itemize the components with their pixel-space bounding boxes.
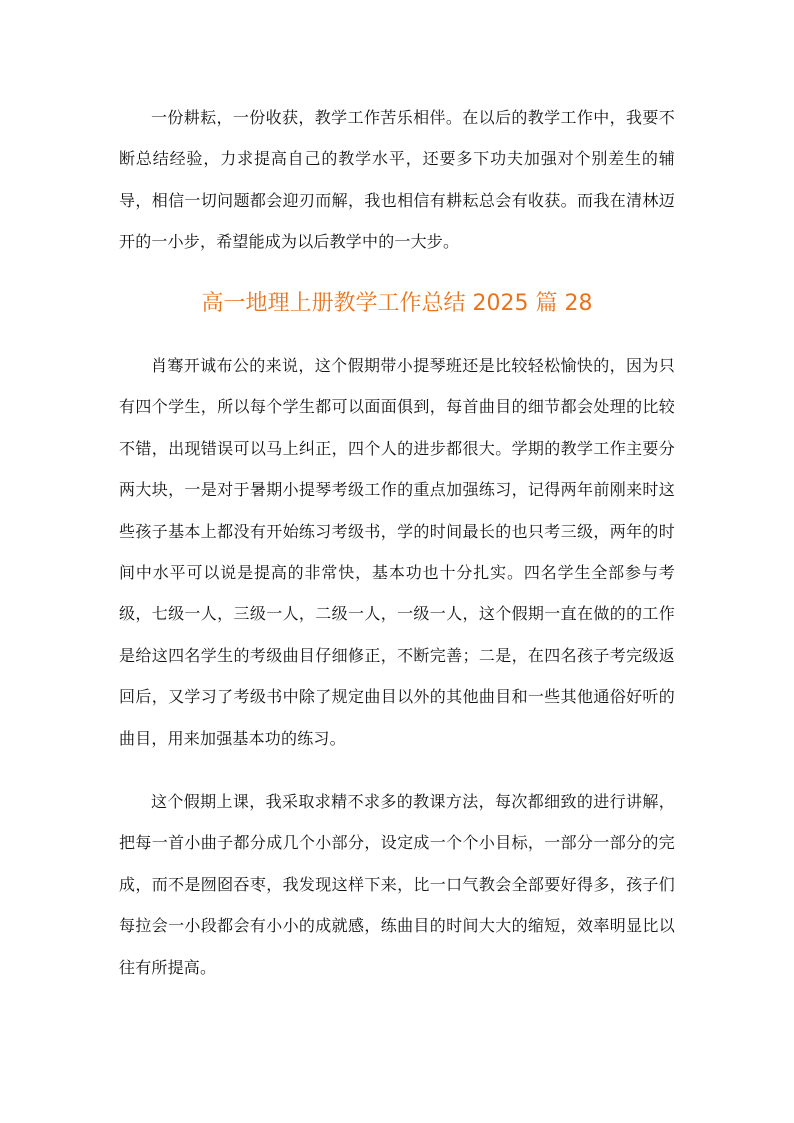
section-heading: 高一地理上册教学工作总结 2025 篇 28 (201, 291, 593, 316)
body-paragraph: 肖骞开诚布公的来说，这个假期带小提琴班还是比较轻松愉快的，因为只有四个学生，所以每个学生都可以面面俱到，每首曲目的细节都会处理的比较不错，出现错误可以马上纠正，四个人的进步都很大。学期的教学工作主要分两大块，一是对于暑期小提琴考级工作的重点加强练习，记得两年前刚来时这些孩子基本上都没有开始练习考级书，学的时间最长的也只考三级，两年的时间中水平可以说是提高的非常快，基本功也十分扎实。四名学生全部参与考级，七级一人，三级一人，二级一人，一级一人，这个假期一直在做的的工作是给这四名学生的考级曲目仔细修正，不断完善；二是，在四名孩子考完级返回后，又学习了考级书中除了规定曲目以外的其他曲目和一些其他通俗好听的曲目，用来加强基本功的练习。 (119, 356, 675, 748)
body-paragraph: 一份耕耘，一份收获，教学工作苦乐相伴。在以后的教学工作中，我要不断总结经验，力求提高自己的教学水平，还要多下功夫加强对个别差生的辅导，相信一切问题都会迎刃而解，我也相信有耕耘总会有收获。而我在清林迈开的一小步，希望能成为以后教学中的一大步。 (119, 108, 675, 252)
body-paragraph: 这个假期上课，我采取求精不求多的教课方法，每次都细致的进行讲解，把每一首小曲子都分成几个小部分，设定成一个个小目标，一部分一部分的完成，而不是囫囵吞枣，我发现这样下来，比一口气教会全部要好得多，孩子们每拉会一小段都会有小小的成就感，练曲目的时间大大的缩短，效率明显比以往有所提高。 (119, 792, 675, 977)
